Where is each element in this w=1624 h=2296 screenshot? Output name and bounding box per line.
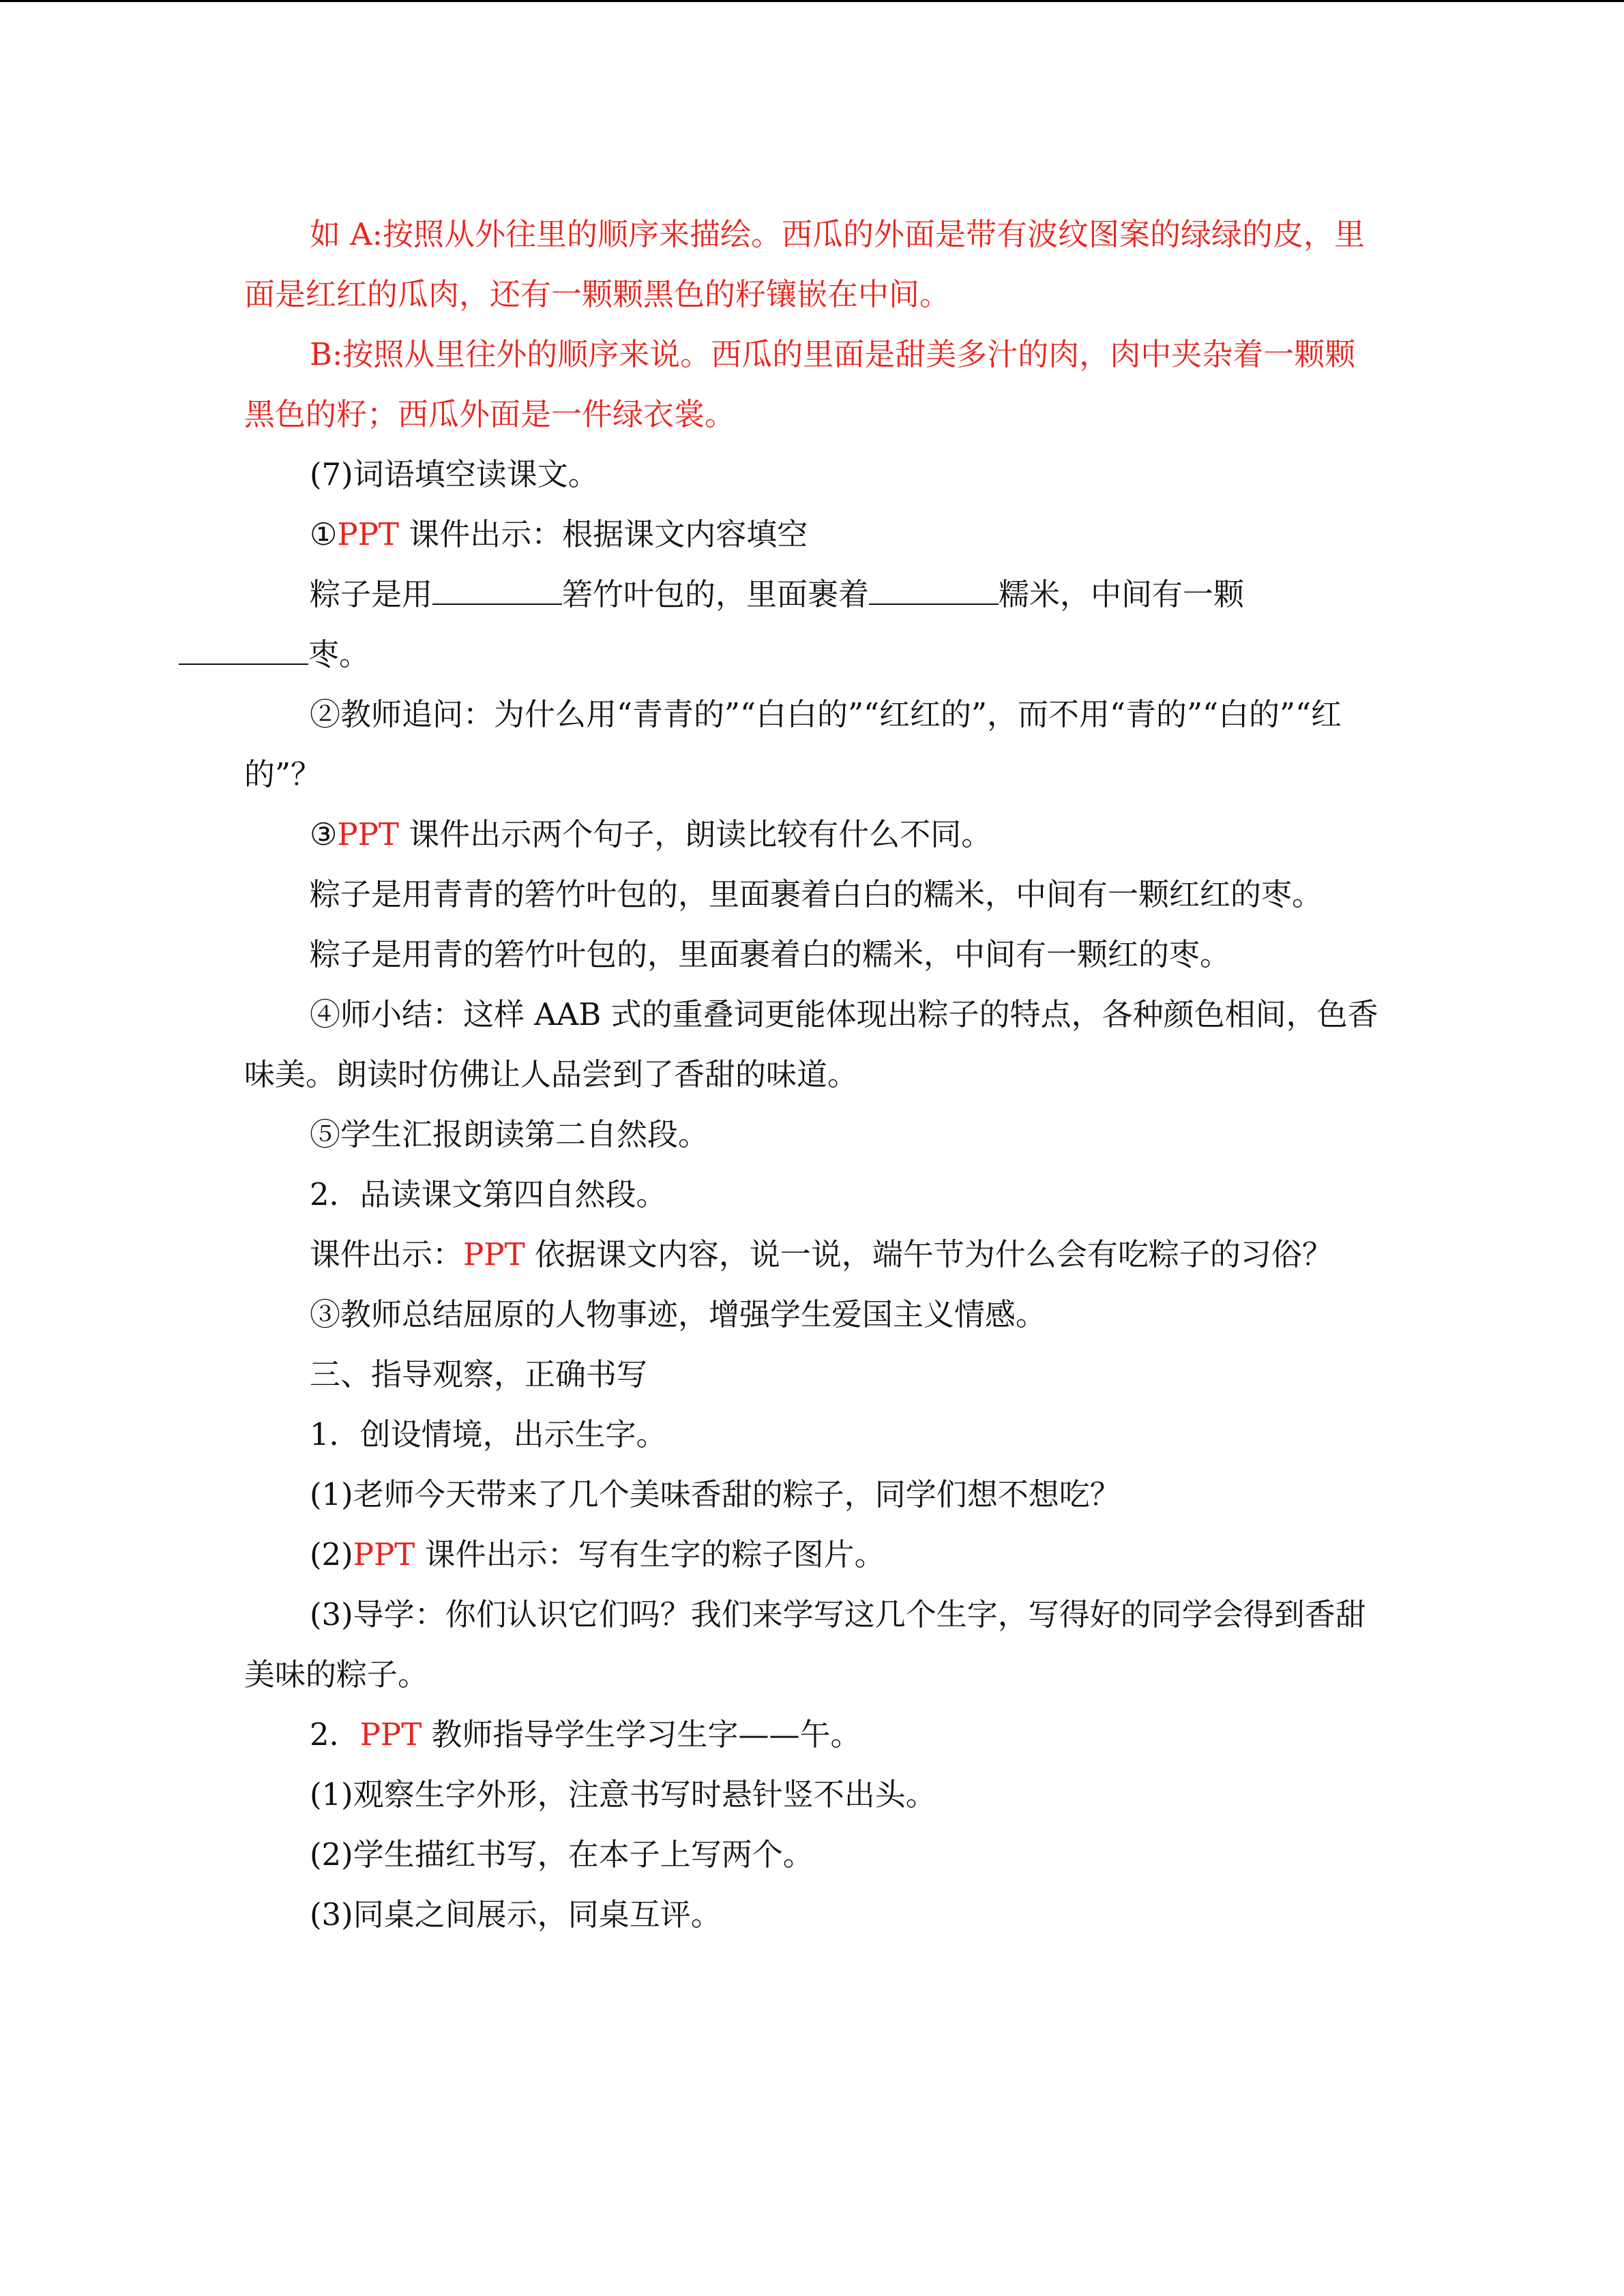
step-1-heading: 1．创设情境，出示生字。: [310, 1416, 667, 1452]
fill-blank-sentence: [244, 565, 1380, 685]
step-1-item-3: (3)导学：你们认识它们吗？我们来学写这几个生字，写得好的同学会得到香甜美味的粽子。: [244, 1596, 1366, 1693]
page-top-border: [0, 0, 1624, 2]
ppt-label: PPT: [359, 1716, 422, 1753]
sentence-part: 枣。: [308, 636, 370, 672]
blank-1: [432, 576, 562, 605]
example-b-paragraph: B:按照从里往外的顺序来说。西瓜的里面是甜美多汁的肉，肉中夹杂着一颗颗黑色的籽；西瓜外面是一件绿衣裳。: [244, 336, 1356, 432]
ppt-label: PPT: [353, 1536, 415, 1572]
step-7-heading: (7)词语填空读课文。: [310, 456, 599, 492]
step-1-item-2: [244, 1525, 1380, 1585]
instruction-text: 课件出示：写有生字的粽子图片。: [415, 1536, 885, 1572]
ppt-label: PPT: [463, 1236, 525, 1272]
sentence-part: 糯米，中间有一颗: [999, 576, 1245, 612]
teacher-question-paragraph: ②教师追问：为什么用“青青的”“白白的”“红红的”，而不用“青的”“白的”“红的”？: [244, 696, 1342, 792]
student-reading-line: ⑤学生汇报朗读第二自然段。: [310, 1116, 709, 1152]
part-3-heading: 三、指导观察，正确书写: [310, 1356, 648, 1392]
blank-3: [179, 636, 308, 665]
step-2-item-2: (2)学生描红书写，在本子上写两个。: [310, 1836, 814, 1873]
step-2-item-3: (3)同桌之间展示，同桌互评。: [310, 1896, 722, 1933]
instruction-text: 课件出示：根据课文内容填空: [398, 516, 808, 552]
ppt-question-paragraph: [244, 1225, 1380, 1285]
circled-number: ③: [310, 816, 338, 852]
section-2-heading: 2．品读课文第四自然段。: [310, 1176, 667, 1212]
ppt-compare-line: [244, 805, 1380, 865]
example-a-paragraph: 如 A:按照从外往里的顺序来描绘。西瓜的外面是带有波纹图案的绿绿的皮，里面是红红的瓜肉，还有一颗颗黑色的籽镶嵌在中间。: [244, 216, 1365, 312]
sentence-plain: 粽子是用青的箬竹叶包的，里面裹着白的糯米，中间有一颗红的枣。: [310, 936, 1231, 972]
ppt-label: PPT: [337, 516, 399, 552]
sentence-part: 粽子是用: [310, 576, 433, 612]
sentence-part: 箬竹叶包的，里面裹着: [562, 576, 870, 612]
instruction-text: 教师指导学生学习生字——午。: [422, 1716, 861, 1753]
item-number: (2): [310, 1536, 353, 1572]
blank-2: [869, 576, 999, 605]
circled-number: ①: [310, 516, 338, 552]
sentence-reduplicated: 粽子是用青青的箬竹叶包的，里面裹着白白的糯米，中间有一颗红红的枣。: [310, 876, 1323, 912]
ppt-fill-blank-line: [244, 505, 1380, 565]
teacher-summary-paragraph: ④师小结：这样 AAB 式的重叠词更能体现出粽子的特点，各种颜色相间，色香味美。朗读时仿佛让人品尝到了香甜的味道。: [244, 996, 1378, 1092]
instruction-text: 依据课文内容，说一说，端午节为什么会有吃粽子的习俗？: [525, 1236, 1333, 1272]
teacher-summary-qu-yuan: ③教师总结屈原的人物事迹，增强学生爱国主义情感。: [310, 1296, 1047, 1332]
instruction-prefix: 课件出示：: [310, 1236, 464, 1272]
document-page: [244, 205, 1380, 1945]
step-1-item-1: (1)老师今天带来了几个美味香甜的粽子，同学们想不想吃？: [310, 1476, 1121, 1512]
instruction-text: 课件出示两个句子，朗读比较有什么不同。: [398, 816, 992, 852]
step-2-item-1: (1)观察生字外形，注意书写时悬针竖不出头。: [310, 1776, 936, 1813]
step-2-heading: [244, 1705, 1380, 1765]
ppt-label: PPT: [337, 816, 399, 852]
item-number: 2．: [310, 1716, 360, 1753]
